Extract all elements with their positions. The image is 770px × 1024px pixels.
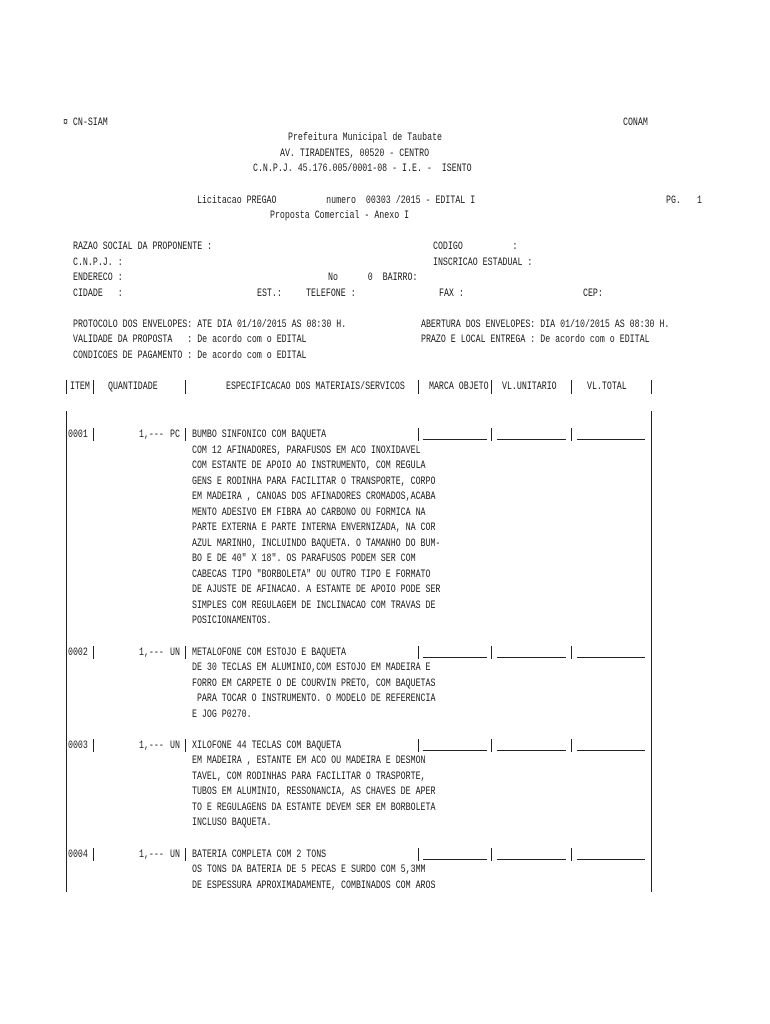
numero-bairro-label: No 0 BAIRRO: — [328, 272, 418, 284]
row-divider — [571, 848, 572, 861]
page-label: PG. — [666, 195, 681, 207]
prazo-text: PRAZO E LOCAL ENTREGA : De acordo com o EDITAL — [421, 334, 650, 346]
row-spec-line: OS TONS DA BATERIA DE 5 PECAS E SURDO COM 5,3MM — [192, 864, 426, 876]
cep-label: CEP: — [583, 288, 603, 300]
org-cnpj: C.N.P.J. 45.176.005/0001-08 - I.E. - ISENTO — [253, 163, 472, 175]
total-field[interactable] — [577, 750, 645, 751]
row-quantity: 1,--- — [139, 429, 164, 441]
marca-field[interactable] — [423, 859, 487, 860]
header-unitario: VL.UNITARIO — [502, 381, 557, 393]
marca-field[interactable] — [423, 750, 487, 751]
table-right-border — [651, 411, 652, 892]
row-spec-line: DE ESPESSURA APROXIMADAMENTE, COMBINADOS COM AROS — [192, 880, 436, 892]
row-spec-line: FORRO EM CARPETE O DE COURVIN PRETO, COM BAQUETAS — [192, 678, 436, 690]
page-number: 1 — [697, 195, 702, 207]
row-unit: UN — [170, 647, 180, 659]
row-item-number: 0002 — [68, 647, 88, 659]
header-marca: MARCA OBJETO — [429, 381, 489, 393]
system-label: ¤ CN-SIAM — [63, 117, 108, 129]
conam-label: CONAM — [623, 117, 648, 129]
row-spec-line: DE AJUSTE DE AFINACAO. A ESTANTE DE APOIO PODE SER — [192, 584, 441, 596]
org-address: AV. TIRADENTES, 00520 - CENTRO — [280, 148, 430, 160]
row-item-number: 0004 — [68, 849, 88, 861]
row-divider — [491, 428, 492, 441]
row-spec-line: TAVEL, COM RODINHAS PARA FACILITAR O TRASPORTE, — [192, 771, 426, 783]
row-spec-line: EM MADEIRA , ESTANTE EM ACO OU MADEIRA E DESMON — [192, 755, 426, 767]
pagamento-text: CONDICOES DE PAGAMENTO : De acordo com o EDITAL — [73, 350, 307, 362]
header-divider — [93, 380, 94, 394]
unitario-field[interactable] — [497, 859, 566, 860]
row-spec-line: DE 30 TECLAS EM ALUMINIO,COM ESTOJO EM MADEIRA E — [192, 662, 431, 674]
row-spec-line: PARTE EXTERNA E PARTE INTERNA ENVERNIZADA, NA COR — [192, 522, 436, 534]
row-quantity: 1,--- — [139, 849, 164, 861]
row-divider — [491, 646, 492, 659]
row-divider — [491, 739, 492, 752]
marca-field[interactable] — [423, 657, 487, 658]
header-divider — [418, 380, 419, 394]
row-divider — [418, 428, 419, 441]
row-divider — [185, 646, 186, 659]
codigo-label: CODIGO : — [433, 241, 518, 253]
marca-field[interactable] — [423, 439, 487, 440]
unitario-field[interactable] — [497, 657, 566, 658]
row-divider — [93, 428, 94, 441]
row-spec-line: GENS E RODINHA PARA FACILITAR O TRANSPORTE, CORPO — [192, 476, 436, 488]
row-divider — [185, 739, 186, 752]
header-divider — [491, 380, 492, 394]
unitario-field[interactable] — [497, 439, 566, 440]
endereco-label: ENDERECO : — [73, 272, 123, 284]
cidade-label: CIDADE : — [73, 288, 123, 300]
row-spec-line: BO E DE 40" X 18". OS PARAFUSOS PODEM SER COM — [192, 553, 416, 565]
total-field[interactable] — [577, 657, 645, 658]
row-divider — [185, 428, 186, 441]
row-spec-line: MENTO ADESIVO EM FIBRA AO CARBONO OU FORMICA NA — [192, 507, 426, 519]
row-item-number: 0001 — [68, 429, 88, 441]
row-spec-line: CABECAS TIPO "BORBOLETA" OU OUTRO TIPO E FORMATO — [192, 569, 431, 581]
inscricao-label: INSCRICAO ESTADUAL : — [433, 257, 533, 269]
row-divider — [571, 428, 572, 441]
row-quantity: 1,--- — [139, 647, 164, 659]
header-item: ITEM — [70, 381, 90, 393]
row-divider — [418, 646, 419, 659]
row-spec-line: TO E REGULAGENS DA ESTANTE DEVEM SER EM BORBOLETA — [192, 802, 436, 814]
validade-text: VALIDADE DA PROPOSTA : De acordo com o EDITAL — [73, 334, 307, 346]
row-divider — [93, 646, 94, 659]
row-spec-line: COM ESTANTE DE APOIO AO INSTRUMENTO, COM REGULA — [192, 460, 426, 472]
row-spec-line: BUMBO SINFONICO COM BAQUETA — [192, 429, 327, 441]
abertura-text: ABERTURA DOS ENVELOPES: DIA 01/10/2015 AS 08:30 H. — [421, 319, 670, 331]
header-especificacao: ESPECIFICACAO DOS MATERIAIS/SERVICOS — [226, 381, 405, 393]
row-spec-line: TUBOS EM ALUMINIO, RESSONANCIA, AS CHAVES DE APER — [192, 786, 436, 798]
row-item-number: 0003 — [68, 740, 88, 752]
row-divider — [93, 739, 94, 752]
tender-title: Licitacao PREGAO numero 00303 /2015 - EDITAL I — [197, 195, 476, 207]
table-left-border — [66, 411, 67, 892]
row-spec-line: PARA TOCAR O INSTRUMENTO. O MODELO DE REFERENCIA — [192, 693, 436, 705]
row-unit: UN — [170, 849, 180, 861]
row-spec-line: EM MADEIRA , CANOAS DOS AFINADORES CROMADOS,ACABA — [192, 491, 436, 503]
header-total: VL.TOTAL — [587, 381, 627, 393]
row-quantity: 1,--- — [139, 740, 164, 752]
unitario-field[interactable] — [497, 750, 566, 751]
row-spec-line: BATERIA COMPLETA COM 2 TONS — [192, 849, 327, 861]
row-divider — [418, 739, 419, 752]
row-spec-line: XILOFONE 44 TECLAS COM BAQUETA — [192, 740, 342, 752]
total-field[interactable] — [577, 859, 645, 860]
row-unit: PC — [170, 429, 180, 441]
row-spec-line: SIMPLES COM REGULAGEM DE INCLINACAO COM TRAVAS DE — [192, 600, 436, 612]
row-divider — [93, 848, 94, 861]
row-spec-line: INCLUSO BAQUETA. — [192, 817, 272, 829]
razao-social-label: RAZAO SOCIAL DA PROPONENTE : — [73, 241, 213, 253]
row-divider — [571, 739, 572, 752]
protocolo-text: PROTOCOLO DOS ENVELOPES: ATE DIA 01/10/2015 AS 08:30 H. — [73, 319, 347, 331]
header-divider — [185, 380, 186, 394]
row-divider — [418, 848, 419, 861]
row-divider — [185, 848, 186, 861]
cnpj-label: C.N.P.J. : — [73, 257, 123, 269]
header-divider — [66, 380, 67, 394]
fax-label: FAX : — [439, 288, 464, 300]
row-divider — [571, 646, 572, 659]
org-name: Prefeitura Municipal de Taubate — [288, 132, 443, 144]
row-spec-line: METALOFONE COM ESTOJO E BAQUETA — [192, 647, 347, 659]
row-spec-line: POSICIONAMENTOS. — [192, 615, 272, 627]
total-field[interactable] — [577, 439, 645, 440]
header-divider — [651, 380, 652, 394]
header-divider — [571, 380, 572, 394]
row-unit: UN — [170, 740, 180, 752]
row-spec-line: E JOG P0270. — [192, 709, 252, 721]
header-quantidade: QUANTIDADE — [108, 381, 158, 393]
row-spec-line: COM 12 AFINADORES, PARAFUSOS EM ACO INOXIDAVEL — [192, 445, 421, 457]
telefone-label: TELEFONE : — [306, 288, 356, 300]
estado-label: EST.: — [257, 288, 282, 300]
row-spec-line: AZUL MARINHO, INCLUINDO BAQUETA. O TAMANHO DO BUM- — [192, 538, 441, 550]
tender-subtitle: Proposta Comercial - Anexo I — [270, 210, 410, 222]
row-divider — [491, 848, 492, 861]
